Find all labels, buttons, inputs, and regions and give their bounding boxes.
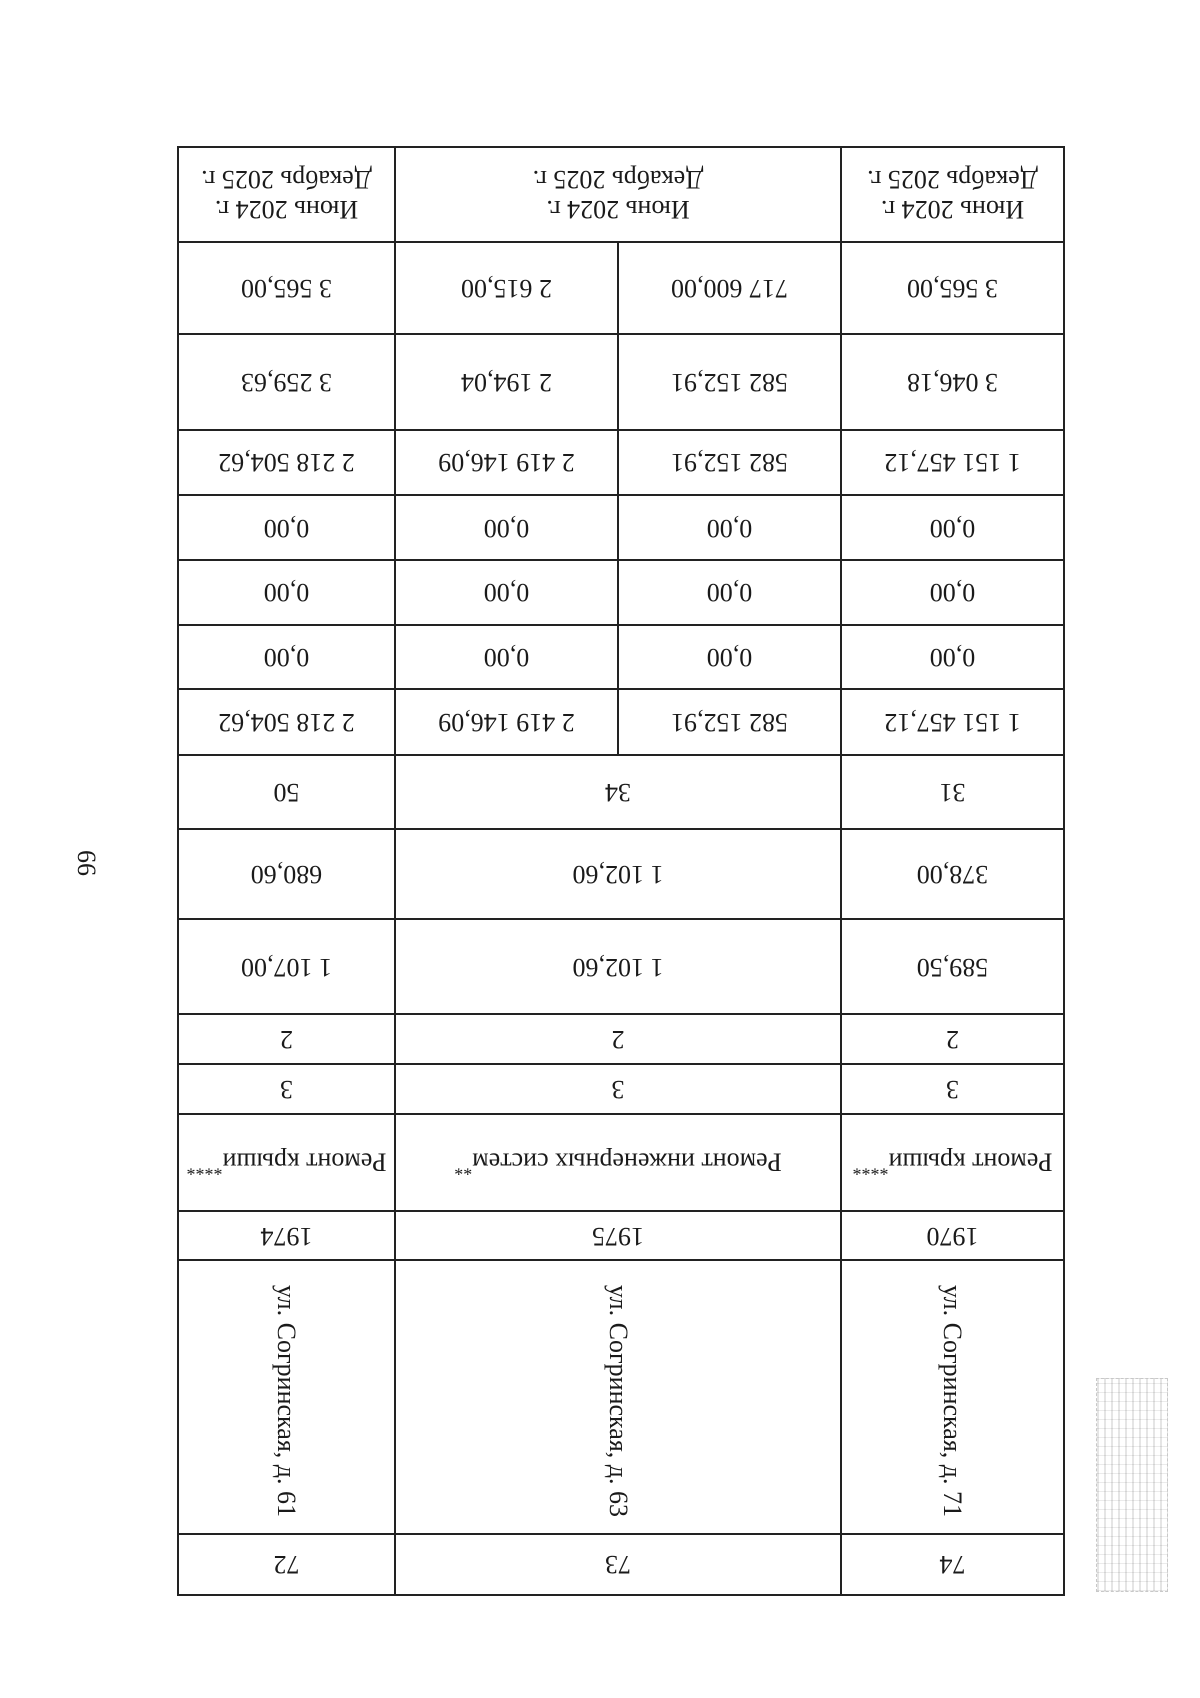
table-cell: 3 259,63 [178,334,395,430]
table-cell: 1 102,60 [395,919,841,1013]
table-cell: 2 419 146,09 [395,689,618,755]
table-cell: 0,00 [395,625,618,690]
table-row-year [178,1211,1064,1260]
table-row-cost-2 [178,430,1064,496]
table-cell: 2 218 504,62 [178,430,395,496]
table-cell: 3 565,00 [178,242,395,334]
period: Июнь 2024 г. Декабрь 2025 г. [178,147,395,242]
table-cell: 3 [178,1064,395,1114]
table-row-col-b [178,1014,1064,1064]
table-cell: 2 [841,1014,1064,1064]
table-cell: 1 151 457,12 [841,689,1064,755]
row-number: 74 [842,1534,1063,1594]
table-row-zero-2 [178,560,1064,625]
table-row-count [178,755,1064,829]
table-cell: 0,00 [841,560,1064,625]
table-cell: 34 [395,755,841,829]
table-cell: 0,00 [618,625,841,690]
table-row-limit-cost [178,242,1064,334]
address: ул. Согринская, д. 71 [938,1284,968,1517]
period: Июнь 2024 г. Декабрь 2025 г. [841,147,1064,242]
work-type: Ремонт крыши**** [178,1114,395,1211]
table-cell: 1 107,00 [178,919,395,1013]
table-cell [841,1260,1064,1595]
table-cell: 582 152,91 [618,334,841,430]
period: Июнь 2024 г. Декабрь 2025 г. [395,147,841,242]
row-number: 72 [179,1534,394,1594]
row-number: 73 [396,1534,840,1594]
table-cell: 0,00 [395,560,618,625]
table-cell: 50 [178,755,395,829]
table-cell: 0,00 [178,625,395,690]
table-row-total-cost [178,689,1064,755]
table-cell: 2 194,04 [395,334,618,430]
table-cell: 3 565,00 [841,242,1064,334]
table-cell: 582 152,91 [618,689,841,755]
table-cell: 2 218 504,62 [178,689,395,755]
table-row-work-type [178,1114,1064,1211]
table-row-number-address [178,1260,1064,1595]
table-cell: 0,00 [841,495,1064,560]
table-row-area-1 [178,919,1064,1013]
repair-table [177,146,1065,1596]
table-cell: 2 [178,1014,395,1064]
stamp-mark [1096,1378,1168,1592]
year: 1970 [841,1211,1064,1260]
table-cell: 0,00 [178,495,395,560]
table-cell: 0,00 [618,560,841,625]
table-row-col-a [178,1064,1064,1114]
table-cell: 3 [395,1064,841,1114]
table-row-area-2 [178,829,1064,919]
table-cell: 1 102,60 [395,829,841,919]
table-cell: 1 151 457,12 [841,430,1064,496]
table-cell: 31 [841,755,1064,829]
table-row-period [178,147,1064,242]
table-cell: 3 [841,1064,1064,1114]
table-cell: 589,50 [841,919,1064,1013]
address: ул. Согринская, д. 61 [272,1284,302,1517]
table-cell: 0,00 [395,495,618,560]
work-type: Ремонт инженерных систем** [395,1114,841,1211]
work-type: Ремонт крыши**** [841,1114,1064,1211]
table-cell [395,1260,841,1595]
page-number: 66 [72,850,101,876]
table-cell: 717 600,00 [618,242,841,334]
table-row-zero-1 [178,625,1064,690]
table-cell: 582 152,91 [618,430,841,496]
address: ул. Согринская, д. 63 [604,1284,633,1517]
table-cell: 0,00 [618,495,841,560]
table-cell: 3 046,18 [841,334,1064,430]
table-cell: 378,00 [841,829,1064,919]
table-cell: 2 [395,1014,841,1064]
table-cell [178,1260,395,1595]
table-cell: 680,60 [178,829,395,919]
table-cell: 2 419 146,09 [395,430,618,496]
table-cell: 0,00 [841,625,1064,690]
table-row-unit-cost [178,334,1064,430]
table-cell: 0,00 [178,560,395,625]
year: 1975 [395,1211,841,1260]
table-cell: 2 615,00 [395,242,618,334]
table-row-zero-3 [178,495,1064,560]
year: 1974 [178,1211,395,1260]
